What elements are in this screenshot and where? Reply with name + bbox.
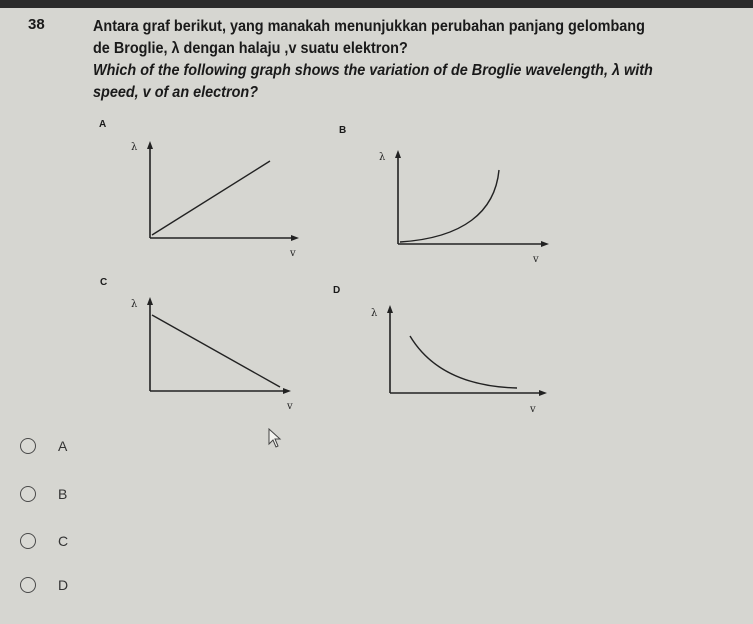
option-b-label: B <box>58 486 68 502</box>
option-d[interactable] <box>20 575 68 595</box>
radio-button-icon[interactable] <box>20 438 36 454</box>
radio-button-icon[interactable] <box>20 533 36 549</box>
option-a[interactable] <box>20 436 67 456</box>
option-b[interactable] <box>20 484 67 504</box>
graph-b <box>373 146 558 271</box>
graph-b-y-symbol: λ <box>379 152 386 163</box>
question-text-english-line-1: Which of the following graph shows the variation of de Broglie wavelength, λ with <box>93 62 653 79</box>
option-c[interactable] <box>20 531 68 551</box>
graph-d-y-symbol: λ <box>371 308 378 319</box>
graph-a <box>125 138 310 263</box>
option-d-label: D <box>58 577 69 593</box>
question-text-malay-line-1: Antara graf berikut, yang manakah menunjukkan perubahan panjang gelombang <box>93 18 645 35</box>
graph-a-x-symbol: v <box>290 248 296 259</box>
graph-c-y-symbol: λ <box>131 299 138 310</box>
graph-d <box>365 300 550 425</box>
graph-c <box>125 293 310 418</box>
option-c-label: C <box>58 533 69 549</box>
graph-c-x-symbol: v <box>287 401 293 412</box>
graph-d-x-symbol: v <box>530 404 536 415</box>
graph-b-x-symbol: v <box>533 254 539 265</box>
option-a-label: A <box>58 438 68 454</box>
graph-a-y-symbol: λ <box>131 142 138 153</box>
question-text-malay-line-2: de Broglie, λ dengan halaju ,v suatu elektron? <box>93 40 408 57</box>
graph-a-label: A <box>99 119 107 130</box>
graph-b-label: B <box>339 125 347 136</box>
top-bar <box>0 0 753 8</box>
question-text <box>93 16 743 104</box>
question-text-english-line-2: speed, v of an electron? <box>93 84 259 101</box>
graph-c-label: C <box>100 277 108 288</box>
radio-button-icon[interactable] <box>20 577 36 593</box>
radio-button-icon[interactable] <box>20 486 36 502</box>
mouse-cursor-icon <box>268 428 282 453</box>
question-number: 38 <box>28 16 45 33</box>
graph-d-label: D <box>333 285 341 296</box>
